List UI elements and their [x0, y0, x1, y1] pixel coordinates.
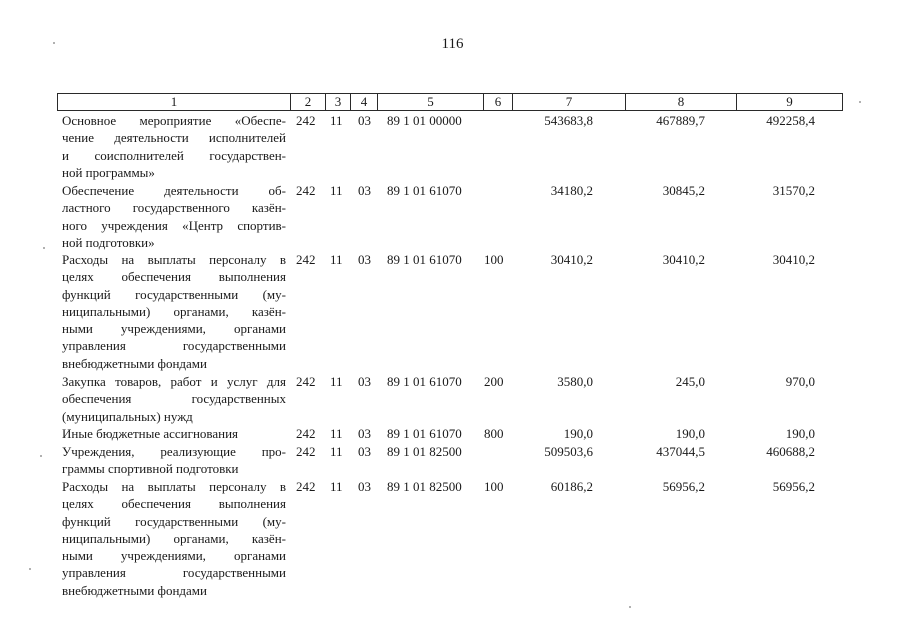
- cell-col-9: 30410,2: [772, 252, 815, 267]
- cell-col-3: 11: [330, 183, 343, 198]
- description-line: управления государственными: [62, 338, 286, 354]
- description-line: функций государственными (му-: [62, 513, 286, 529]
- row-description: [62, 425, 286, 442]
- cell-col-4: 03: [358, 479, 371, 494]
- cell-col-7: 543683,8: [544, 113, 593, 128]
- cell-col-9: 460688,2: [766, 444, 815, 459]
- cell-col-5: 89 1 01 61070: [387, 426, 462, 441]
- scan-speck: [43, 247, 45, 249]
- row-description: [62, 182, 286, 251]
- cell-col-6: 100: [484, 479, 504, 494]
- header-cell-7: 7: [512, 93, 626, 111]
- cell-col-5: 89 1 01 61070: [387, 374, 462, 389]
- cell-col-4: 03: [358, 183, 371, 198]
- page-number: 116: [441, 36, 464, 52]
- cell-col-2: 242: [296, 374, 316, 389]
- description-line: обеспечения государственных: [62, 391, 286, 407]
- description-line: Обеспечение деятельности об-: [62, 183, 286, 198]
- row-description: [62, 112, 286, 181]
- cell-col-8: 437044,5: [656, 444, 705, 459]
- description-line: и соисполнителей государствен-: [62, 147, 286, 163]
- row-description: [62, 443, 286, 478]
- cell-col-5: 89 1 01 82500: [387, 444, 462, 459]
- cell-col-8: 56956,2: [662, 479, 705, 494]
- cell-col-6: 800: [484, 426, 504, 441]
- header-cell-8: 8: [625, 93, 737, 111]
- description-line: ной программы»: [62, 164, 155, 180]
- header-cell-4: 4: [350, 93, 378, 111]
- cell-col-9: 56956,2: [772, 479, 815, 494]
- cell-col-7: 34180,2: [550, 183, 593, 198]
- cell-col-8: 245,0: [675, 374, 705, 389]
- scan-speck: [629, 606, 631, 608]
- header-cell-2: 2: [290, 93, 326, 111]
- cell-col-5: 89 1 01 61070: [387, 252, 462, 267]
- row-description: [62, 251, 286, 372]
- cell-col-9: 492258,4: [766, 113, 815, 128]
- cell-col-3: 11: [330, 374, 343, 389]
- description-line: Основное мероприятие «Обеспе-: [62, 113, 286, 128]
- cell-col-7: 3580,0: [557, 374, 593, 389]
- cell-col-9: 31570,2: [772, 183, 815, 198]
- description-line: Закупка товаров, работ и услуг для: [62, 374, 286, 389]
- cell-col-8: 190,0: [675, 426, 705, 441]
- cell-col-2: 242: [296, 444, 316, 459]
- cell-col-6: 200: [484, 374, 504, 389]
- cell-col-5: 89 1 01 00000: [387, 113, 462, 128]
- description-line: чение деятельности исполнителей: [62, 130, 286, 146]
- cell-col-2: 242: [296, 252, 316, 267]
- cell-col-3: 11: [330, 426, 343, 441]
- scan-speck: [29, 568, 31, 570]
- description-line: ной подготовки»: [62, 234, 155, 250]
- cell-col-5: 89 1 01 61070: [387, 183, 462, 198]
- cell-col-7: 509503,6: [544, 444, 593, 459]
- scan-speck: [53, 42, 55, 44]
- cell-col-4: 03: [358, 426, 371, 441]
- description-line: Иные бюджетные ассигнования: [62, 426, 239, 441]
- cell-col-8: 30845,2: [662, 183, 705, 198]
- description-line: (муниципальных) нужд: [62, 408, 193, 424]
- cell-col-5: 89 1 01 82500: [387, 479, 462, 494]
- scan-speck: [40, 455, 42, 457]
- cell-col-2: 242: [296, 183, 316, 198]
- cell-col-7: 60186,2: [550, 479, 593, 494]
- description-line: целях обеспечения выполнения: [62, 496, 286, 512]
- cell-col-8: 30410,2: [662, 252, 705, 267]
- cell-col-3: 11: [330, 444, 343, 459]
- description-line: ластного государственного казён-: [62, 200, 286, 216]
- header-cell-3: 3: [325, 93, 351, 111]
- description-line: граммы спортивной подготовки: [62, 461, 239, 477]
- row-description: [62, 478, 286, 599]
- description-line: внебюджетными фондами: [62, 355, 207, 371]
- cell-col-2: 242: [296, 479, 316, 494]
- cell-col-2: 242: [296, 426, 316, 441]
- cell-col-4: 03: [358, 444, 371, 459]
- cell-col-7: 190,0: [563, 426, 593, 441]
- description-line: Расходы на выплаты персоналу в: [62, 479, 286, 494]
- description-line: функций государственными (му-: [62, 286, 286, 302]
- cell-col-2: 242: [296, 113, 316, 128]
- description-line: Учреждения, реализующие про-: [62, 444, 286, 459]
- cell-col-4: 03: [358, 252, 371, 267]
- cell-col-9: 970,0: [785, 374, 815, 389]
- description-line: ными учреждениями, органами: [62, 321, 286, 337]
- description-line: ного учреждения «Центр спортив-: [62, 217, 286, 233]
- header-cell-9: 9: [736, 93, 843, 111]
- cell-col-3: 11: [330, 113, 343, 128]
- description-line: управления государственными: [62, 565, 286, 581]
- cell-col-3: 11: [330, 479, 343, 494]
- header-cell-6: 6: [483, 93, 513, 111]
- cell-col-7: 30410,2: [550, 252, 593, 267]
- cell-col-4: 03: [358, 374, 371, 389]
- description-line: Расходы на выплаты персоналу в: [62, 252, 286, 267]
- description-line: целях обеспечения выполнения: [62, 269, 286, 285]
- cell-col-6: 100: [484, 252, 504, 267]
- cell-col-8: 467889,7: [656, 113, 705, 128]
- header-cell-5: 5: [377, 93, 484, 111]
- description-line: ниципальными) органами, казён-: [62, 530, 286, 546]
- scan-speck: [859, 101, 861, 103]
- description-line: ными учреждениями, органами: [62, 548, 286, 564]
- description-line: внебюджетными фондами: [62, 582, 207, 598]
- row-description: [62, 373, 286, 425]
- cell-col-4: 03: [358, 113, 371, 128]
- header-cell-1: 1: [57, 93, 291, 111]
- description-line: ниципальными) органами, казён-: [62, 303, 286, 319]
- cell-col-3: 11: [330, 252, 343, 267]
- cell-col-9: 190,0: [785, 426, 815, 441]
